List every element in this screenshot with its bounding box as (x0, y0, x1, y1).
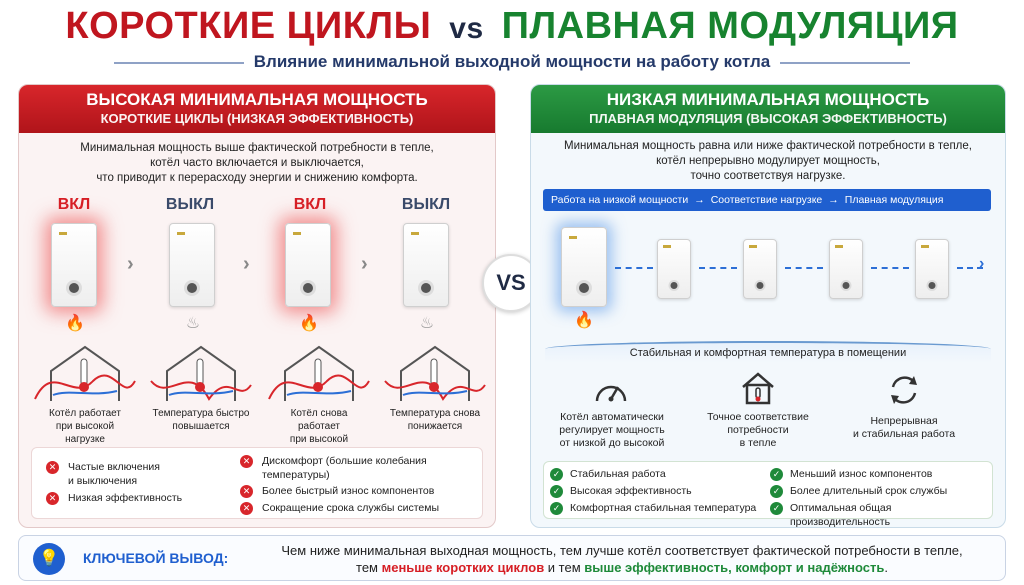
benefit-item: ✓ Стабильная работа (550, 467, 666, 481)
subtitle-rule-right (780, 62, 910, 64)
gauge-icon (593, 375, 629, 405)
right-desc-line: Минимальная мощность равна или ниже фактической потребности в тепле, (564, 140, 972, 152)
caption: Котёл снова работает при высокой (289, 408, 349, 445)
chevron-right-icon: › (127, 253, 134, 275)
check-icon: ✓ (770, 485, 783, 498)
dashed-line (615, 267, 653, 269)
benefit-item: ✓ Комфортная стабильная температура (550, 501, 756, 515)
chevron-right-icon: › (243, 253, 250, 275)
highlight-efficiency: выше эффективность, комфорт и надёжность (584, 560, 885, 575)
left-description (39, 141, 475, 186)
boiler-icon (829, 239, 863, 299)
conclusion-line: тем меньше коротких циклов и тем выше эффективность, комфорт и надёжность. (356, 560, 888, 575)
process-bar (543, 189, 991, 211)
benefit-item: ✓ Более длительный срок службы (770, 484, 947, 498)
check-icon: ✓ (770, 502, 783, 515)
title-modulation: ПЛАВНАЯ МОДУЛЯЦИЯ (501, 5, 959, 47)
arrow-right-icon: › (979, 255, 985, 272)
benefits-box (543, 461, 993, 528)
feature-auto-modulation: Котёл автоматически регулирует мощность от низкой до высокой (559, 411, 665, 449)
state-on-label: ВКЛ (293, 196, 327, 213)
left-desc-line: котёл часто включается и выключается, (150, 157, 364, 169)
cross-icon: ✕ (240, 485, 253, 498)
right-description (551, 139, 985, 184)
house-thermometer-icon (149, 341, 253, 403)
subtitle (0, 52, 1024, 72)
dashed-line (699, 267, 737, 269)
flame-icon: 🔥 (65, 315, 85, 332)
problem-item: ✕ Частые включения и выключения (46, 460, 160, 488)
problems-box (31, 447, 483, 519)
right-desc-line: котёл непрерывно модулирует мощность, (656, 155, 880, 167)
boiler-icon (657, 239, 691, 299)
subtitle-text: Влияние минимальной выходной мощности на работу котла (253, 52, 771, 71)
key-conclusion-label: КЛЮЧЕВОЙ ВЫВОД: (83, 550, 229, 566)
chevron-right-icon: › (361, 253, 368, 275)
benefit-item: ✓ Высокая эффективность (550, 484, 692, 498)
dashed-line (785, 267, 823, 269)
house-thermometer-icon (267, 341, 371, 403)
house-thermometer-icon (33, 341, 137, 403)
boiler-icon (915, 239, 949, 299)
benefit-item: ✓ Оптимальная общая производительность (770, 501, 992, 529)
right-desc-line: точно соответствуя нагрузке. (690, 170, 846, 182)
feature-continuous: Непрерывная и стабильная работа (852, 415, 956, 440)
boiler-icon (561, 227, 607, 307)
stable-temperature-band: Стабильная и комфортная температура в помещении (545, 341, 991, 363)
key-conclusion-text (247, 542, 997, 576)
cross-icon: ✕ (46, 492, 59, 505)
boiler-icon (169, 223, 215, 307)
check-icon: ✓ (770, 468, 783, 481)
flame-off-icon: ♨ (419, 315, 435, 332)
right-subheading: ПЛАВНАЯ МОДУЛЯЦИЯ (ВЫСОКАЯ ЭФФЕКТИВНОСТЬ) (589, 111, 947, 126)
key-conclusion-box (18, 535, 1006, 581)
process-step: Работа на низкой мощности (551, 194, 689, 206)
feature-precise-match: Точное соответствие потребности в тепле (707, 411, 809, 449)
house-thermometer-icon (739, 371, 777, 405)
state-on-label: ВКЛ (57, 196, 91, 213)
flame-icon: 🔥 (299, 315, 319, 332)
left-desc-line: что приводит к перерасходу энергии и снижению комфорта. (96, 172, 418, 184)
title-short-cycles: КОРОТКИЕ ЦИКЛЫ (65, 5, 432, 47)
problem-item: ✕ Более быстрый износ компонентов (240, 484, 434, 498)
right-panel-header (531, 85, 1005, 133)
state-off-label: ВЫКЛ (401, 196, 451, 213)
arrow-right-icon: → (828, 194, 839, 206)
check-icon: ✓ (550, 485, 563, 498)
benefit-item: ✓ Меньший износ компонентов (770, 467, 932, 481)
conclusion-line: Чем ниже минимальная выходная мощность, тем лучше котёл соответствует фактической потребности в тепле, (281, 543, 963, 558)
boiler-icon (743, 239, 777, 299)
dashed-line (871, 267, 909, 269)
main-title (0, 4, 1024, 51)
process-step: Плавная модуляция (844, 194, 944, 206)
left-panel-header (19, 85, 495, 133)
caption: Температура быстро повышается (152, 408, 250, 432)
left-heading: ВЫСОКАЯ МИНИМАЛЬНАЯ МОЩНОСТЬ (86, 90, 428, 109)
flame-icon: 🔥 (574, 312, 594, 329)
refresh-cycle-icon (887, 373, 921, 407)
boiler-icon (403, 223, 449, 307)
caption: Котёл работает при высокой нагрузке (49, 408, 121, 445)
cross-icon: ✕ (240, 455, 253, 468)
short-cycles-panel (18, 84, 496, 528)
cross-icon: ✕ (46, 461, 59, 474)
lightbulb-icon: 💡 (33, 543, 65, 575)
left-subheading: КОРОТКИЕ ЦИКЛЫ (НИЗКАЯ ЭФФЕКТИВНОСТЬ) (100, 111, 414, 126)
check-icon: ✓ (550, 468, 563, 481)
boiler-icon (285, 223, 331, 307)
problem-item: ✕ Дискомфорт (большие колебания температуры) (240, 454, 427, 482)
state-off-label: ВЫКЛ (165, 196, 215, 213)
flame-off-icon: ♨ (185, 315, 201, 332)
problem-item: ✕ Низкая эффективность (46, 491, 182, 505)
title-vs: vs (449, 12, 484, 45)
vs-badge: VS (482, 254, 540, 312)
subtitle-rule-left (114, 62, 244, 64)
highlight-fewer-cycles: меньше коротких циклов (381, 560, 545, 575)
problem-item: ✕ Сокращение срока службы системы (240, 501, 439, 515)
house-thermometer-icon (383, 341, 487, 403)
left-desc-line: Минимальная мощность выше фактической потребности в тепле, (80, 142, 434, 154)
right-heading: НИЗКАЯ МИНИМАЛЬНАЯ МОЩНОСТЬ (606, 90, 930, 109)
modulation-panel (530, 84, 1006, 528)
boiler-icon (51, 223, 97, 307)
caption: Температура снова понижается (389, 408, 481, 432)
process-step: Соответствие нагрузке (710, 194, 823, 206)
check-icon: ✓ (550, 502, 563, 515)
arrow-right-icon: → (694, 194, 705, 206)
cross-icon: ✕ (240, 502, 253, 515)
